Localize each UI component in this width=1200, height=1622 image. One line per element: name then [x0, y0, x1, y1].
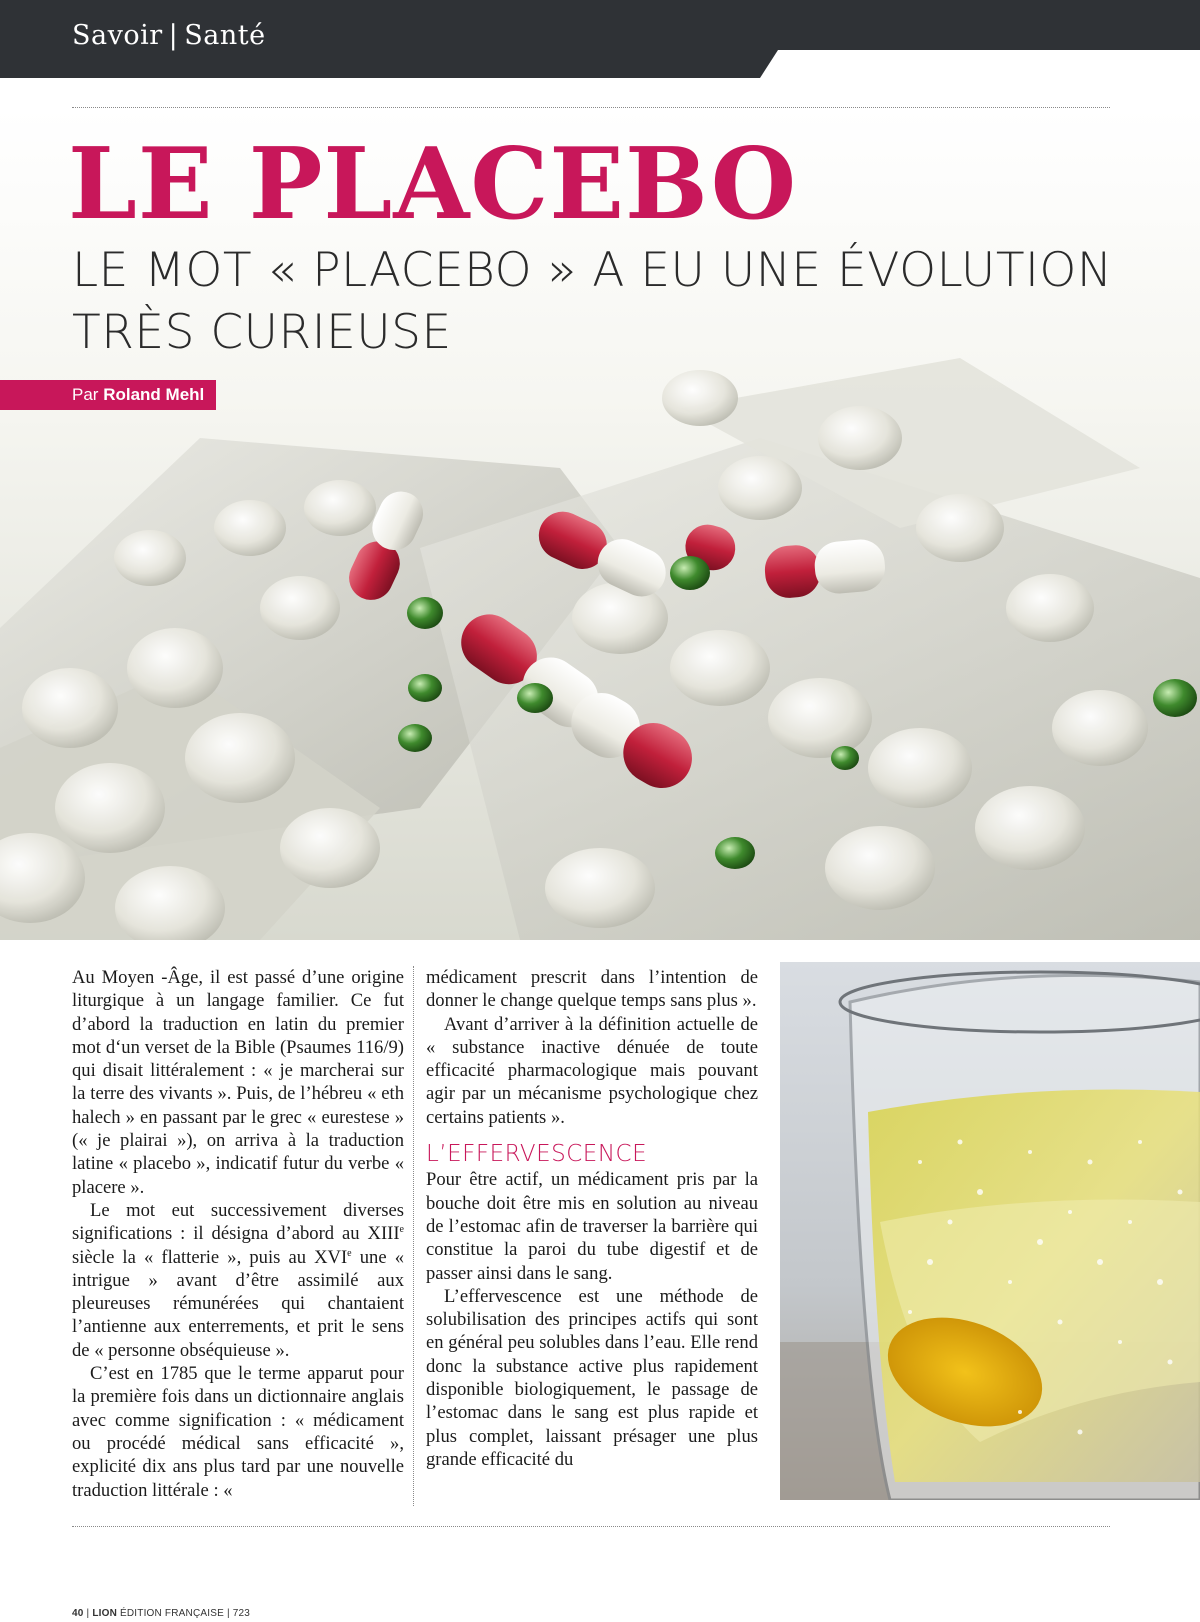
page-number: 40: [72, 1608, 84, 1619]
superscript: e: [399, 1224, 404, 1236]
paragraph: Au Moyen -Âge, il est passé d’une origine liturgique à un langage familier. Ce fut d’abord la traduction en latin du premier mot d‘un verset de la Bible (Psaumes 116/9) qui disait littéralement : « je marcherai sur la terre des vivants ». Puis, de l’hébreu « eth halech » en passant par le grec « eurestese » (« je plairai »), on arriva à la traduction latine « placebo », indicatif futur du verbe « placere ».: [72, 967, 404, 1198]
byline: [0, 380, 216, 410]
footer-separator: |: [86, 1608, 90, 1619]
subsection-name: Santé: [184, 20, 266, 51]
paragraph: Pour être actif, un médicament pris par la bouche doit être mis en solution au niveau de l’estomac afin de traverser la barrière qui constitue la paroi du tube digestif et de passer ainsi dans le sang.: [426, 1169, 758, 1284]
paragraph: Avant d’arriver à la définition actuelle de « substance inactive dénuée de toute efficacité pharmacologique mais pouvant agir par un mécanisme psychologique chez certains patients ».: [426, 1013, 758, 1128]
section-label: [72, 20, 266, 51]
effervescent-glass-image: [780, 962, 1200, 1500]
body-column-1: [72, 966, 404, 1502]
paragraph-text: siècle la « flatterie », puis au XVI: [72, 1246, 348, 1268]
glass-illustration: [780, 962, 1200, 1500]
bottom-divider: [72, 1526, 1110, 1527]
section-name: Savoir: [72, 20, 163, 51]
body-column-2: [426, 966, 758, 1471]
edition-name: ÉDITION FRANÇAISE: [119, 1608, 224, 1619]
header-band: [0, 0, 1200, 78]
author-name: Roland Mehl: [103, 385, 205, 404]
column-divider: [413, 966, 414, 1506]
paragraph: médicament prescrit dans l’intention de donner le change quelque temps sans plus ».: [426, 967, 758, 1012]
issue-number: 723: [232, 1608, 251, 1619]
byline-prefix: Par: [72, 385, 99, 404]
paragraph: [72, 1199, 404, 1362]
paragraph-text: une « intrigue » avant d’être assimilé aux pleureuses rémunérées qui chantaient l’antienne aux enterrements, et prit le sens de « personne obséquieuse ».: [72, 1246, 404, 1361]
paragraph-text: Le mot eut successivement diverses significations : il désigna d’abord au XIII: [72, 1199, 404, 1245]
page-footer: [72, 1608, 250, 1619]
paragraph: C’est en 1785 que le terme apparut pour la première fois dans un dictionnaire anglais avec comme signification : « médicament ou procédé médical sans efficacité », explicité dix ans plus tard par une nouvelle traduction littérale : «: [72, 1363, 404, 1501]
article-title: LE PLACEBO: [68, 127, 798, 242]
footer-separator: |: [226, 1608, 230, 1619]
section-separator: |: [168, 20, 179, 51]
superscript: e: [347, 1247, 352, 1259]
paragraph: L’effervescence est une méthode de solubilisation des principes actifs qui sont en général peu solubles dans l’eau. Elle rend donc la substance active plus rapidement disponible biologiquement, le passage de l’estomac dans le sang est plus rapide et plus complet, laissant présager une plus grande efficacité du: [426, 1285, 758, 1470]
article-subtitle: LE MOT « PLACEBO » A EU UNE ÉVOLUTION TRÈS CURIEUSE: [72, 243, 1113, 360]
section-subhead: L’EFFERVESCENCE: [426, 1141, 648, 1168]
magazine-brand: LION: [92, 1608, 117, 1619]
